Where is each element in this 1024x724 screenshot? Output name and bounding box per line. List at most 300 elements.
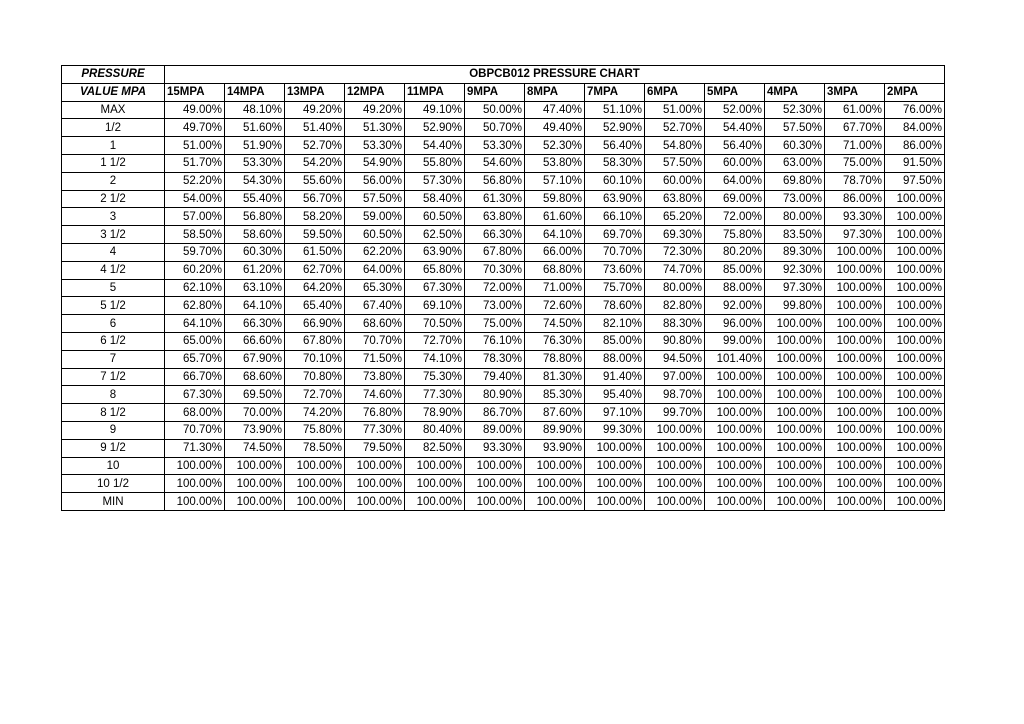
- table-cell: 57.50%: [345, 190, 405, 208]
- table-cell: 74.70%: [645, 261, 705, 279]
- table-cell: 80.20%: [705, 243, 765, 261]
- table-cell: 100.00%: [645, 421, 705, 439]
- table-cell: 69.10%: [405, 297, 465, 315]
- table-row: [62, 332, 945, 350]
- table-row: [62, 350, 945, 368]
- table-cell: 53.30%: [345, 137, 405, 155]
- table-cell: 96.00%: [705, 315, 765, 333]
- table-cell: 78.30%: [465, 350, 525, 368]
- table-cell: 78.60%: [585, 297, 645, 315]
- row-label: 1/2: [62, 119, 165, 137]
- table-cell: 74.50%: [225, 439, 285, 457]
- row-label: 4 1/2: [62, 261, 165, 279]
- table-cell: 65.00%: [165, 332, 225, 350]
- table-cell: 100.00%: [825, 368, 885, 386]
- table-cell: 49.10%: [405, 101, 465, 119]
- row-label: 9: [62, 421, 165, 439]
- table-cell: 71.00%: [825, 137, 885, 155]
- table-cell: 49.00%: [165, 101, 225, 119]
- table-cell: 100.00%: [705, 475, 765, 493]
- table-cell: 73.90%: [225, 421, 285, 439]
- table-cell: 61.30%: [465, 190, 525, 208]
- table-cell: 61.50%: [285, 243, 345, 261]
- table-cell: 52.90%: [585, 119, 645, 137]
- table-cell: 100.00%: [885, 421, 945, 439]
- table-cell: 100.00%: [525, 493, 585, 511]
- table-row: [62, 172, 945, 190]
- table-row: [62, 457, 945, 475]
- table-cell: 73.00%: [765, 190, 825, 208]
- table-cell: 100.00%: [645, 475, 705, 493]
- table-cell: 100.00%: [705, 386, 765, 404]
- table-cell: 93.30%: [825, 208, 885, 226]
- table-cell: 79.40%: [465, 368, 525, 386]
- table-cell: 71.30%: [165, 439, 225, 457]
- table-cell: 82.10%: [585, 315, 645, 333]
- table-cell: 66.60%: [225, 332, 285, 350]
- table-row: [62, 137, 945, 155]
- table-row: [62, 493, 945, 511]
- table-cell: 65.40%: [285, 297, 345, 315]
- table-cell: 100.00%: [885, 386, 945, 404]
- table-cell: 67.40%: [345, 297, 405, 315]
- table-cell: 79.50%: [345, 439, 405, 457]
- table-cell: 100.00%: [885, 457, 945, 475]
- table-cell: 50.00%: [465, 101, 525, 119]
- table-cell: 69.50%: [225, 386, 285, 404]
- row-label: 1: [62, 137, 165, 155]
- table-cell: 100.00%: [765, 386, 825, 404]
- table-cell: 100.00%: [585, 439, 645, 457]
- table-cell: 100.00%: [885, 368, 945, 386]
- table-cell: 100.00%: [825, 404, 885, 422]
- row-label: 5: [62, 279, 165, 297]
- table-cell: 71.50%: [345, 350, 405, 368]
- table-cell: 100.00%: [585, 475, 645, 493]
- table-cell: 52.20%: [165, 172, 225, 190]
- table-cell: 66.00%: [525, 243, 585, 261]
- table-cell: 66.90%: [285, 315, 345, 333]
- table-cell: 100.00%: [765, 404, 825, 422]
- table-row: [62, 279, 945, 297]
- table-cell: 100.00%: [405, 475, 465, 493]
- row-label: 1 1/2: [62, 154, 165, 172]
- table-cell: 100.00%: [465, 493, 525, 511]
- table-cell: 58.60%: [225, 226, 285, 244]
- table-cell: 66.30%: [225, 315, 285, 333]
- column-header-14mpa: 14MPA: [225, 83, 285, 101]
- table-cell: 51.90%: [225, 137, 285, 155]
- table-cell: 80.90%: [465, 386, 525, 404]
- column-header-5mpa: 5MPA: [705, 83, 765, 101]
- table-cell: 52.30%: [765, 101, 825, 119]
- table-cell: 58.20%: [285, 208, 345, 226]
- table-cell: 54.00%: [165, 190, 225, 208]
- table-cell: 100.00%: [885, 439, 945, 457]
- table-cell: 51.70%: [165, 154, 225, 172]
- chart-title: OBPCB012 PRESSURE CHART: [165, 66, 945, 84]
- table-cell: 100.00%: [165, 475, 225, 493]
- table-cell: 100.00%: [705, 368, 765, 386]
- table-cell: 56.70%: [285, 190, 345, 208]
- column-header-2mpa: 2MPA: [885, 83, 945, 101]
- table-cell: 100.00%: [825, 421, 885, 439]
- table-cell: 100.00%: [825, 350, 885, 368]
- table-cell: 100.00%: [765, 457, 825, 475]
- table-cell: 76.10%: [465, 332, 525, 350]
- table-cell: 88.00%: [705, 279, 765, 297]
- table-cell: 60.10%: [585, 172, 645, 190]
- table-cell: 88.00%: [585, 350, 645, 368]
- table-cell: 100.00%: [765, 332, 825, 350]
- table-cell: 64.00%: [705, 172, 765, 190]
- table-cell: 100.00%: [165, 457, 225, 475]
- table-cell: 52.00%: [705, 101, 765, 119]
- table-cell: 52.30%: [525, 137, 585, 155]
- pressure-corner-label: PRESSURE: [62, 66, 165, 84]
- table-cell: 86.00%: [825, 190, 885, 208]
- table-cell: 64.00%: [345, 261, 405, 279]
- table-cell: 54.30%: [225, 172, 285, 190]
- table-cell: 70.30%: [465, 261, 525, 279]
- table-row: [62, 101, 945, 119]
- table-cell: 100.00%: [285, 493, 345, 511]
- table-cell: 100.00%: [705, 493, 765, 511]
- table-cell: 99.80%: [765, 297, 825, 315]
- table-cell: 72.00%: [705, 208, 765, 226]
- table-row: [62, 475, 945, 493]
- table-cell: 82.50%: [405, 439, 465, 457]
- table-cell: 100.00%: [765, 368, 825, 386]
- table-cell: 74.60%: [345, 386, 405, 404]
- table-cell: 74.10%: [405, 350, 465, 368]
- table-cell: 100.00%: [285, 475, 345, 493]
- row-label: 2: [62, 172, 165, 190]
- table-cell: 70.70%: [345, 332, 405, 350]
- table-cell: 57.10%: [525, 172, 585, 190]
- column-header-15mpa: 15MPA: [165, 83, 225, 101]
- table-cell: 63.90%: [405, 243, 465, 261]
- column-header-6mpa: 6MPA: [645, 83, 705, 101]
- table-cell: 100.00%: [345, 457, 405, 475]
- table-cell: 97.00%: [645, 368, 705, 386]
- value-mpa-corner-label: VALUE MPA: [62, 83, 165, 101]
- table-cell: 56.80%: [465, 172, 525, 190]
- table-cell: 71.00%: [525, 279, 585, 297]
- table-cell: 60.00%: [645, 172, 705, 190]
- table-cell: 78.80%: [525, 350, 585, 368]
- table-row: [62, 315, 945, 333]
- table-cell: 59.80%: [525, 190, 585, 208]
- table-cell: 69.70%: [585, 226, 645, 244]
- table-cell: 55.60%: [285, 172, 345, 190]
- table-cell: 49.40%: [525, 119, 585, 137]
- table-cell: 100.00%: [525, 457, 585, 475]
- table-cell: 63.00%: [765, 154, 825, 172]
- table-row: [62, 190, 945, 208]
- table-cell: 80.40%: [405, 421, 465, 439]
- table-cell: 97.50%: [885, 172, 945, 190]
- table-cell: 100.00%: [165, 493, 225, 511]
- table-cell: 54.60%: [465, 154, 525, 172]
- table-cell: 80.00%: [765, 208, 825, 226]
- table-cell: 51.60%: [225, 119, 285, 137]
- table-cell: 77.30%: [405, 386, 465, 404]
- row-label: 6: [62, 315, 165, 333]
- table-cell: 100.00%: [825, 439, 885, 457]
- column-header-12mpa: 12MPA: [345, 83, 405, 101]
- row-label: 10: [62, 457, 165, 475]
- table-cell: 72.30%: [645, 243, 705, 261]
- table-cell: 100.00%: [825, 279, 885, 297]
- table-cell: 100.00%: [645, 493, 705, 511]
- table-cell: 100.00%: [645, 457, 705, 475]
- table-cell: 57.00%: [165, 208, 225, 226]
- table-cell: 78.50%: [285, 439, 345, 457]
- table-cell: 76.00%: [885, 101, 945, 119]
- table-row: [62, 261, 945, 279]
- table-row: [62, 368, 945, 386]
- table-cell: 63.80%: [465, 208, 525, 226]
- table-cell: 97.30%: [825, 226, 885, 244]
- table-cell: 72.70%: [285, 386, 345, 404]
- table-cell: 95.40%: [585, 386, 645, 404]
- column-header-4mpa: 4MPA: [765, 83, 825, 101]
- table-cell: 67.30%: [165, 386, 225, 404]
- table-cell: 97.30%: [765, 279, 825, 297]
- table-cell: 100.00%: [885, 404, 945, 422]
- table-cell: 80.00%: [645, 279, 705, 297]
- table-cell: 97.10%: [585, 404, 645, 422]
- table-cell: 76.30%: [525, 332, 585, 350]
- table-cell: 100.00%: [225, 493, 285, 511]
- table-cell: 54.40%: [705, 119, 765, 137]
- table-cell: 52.90%: [405, 119, 465, 137]
- table-cell: 69.00%: [705, 190, 765, 208]
- table-cell: 64.10%: [225, 297, 285, 315]
- table-cell: 52.70%: [285, 137, 345, 155]
- table-cell: 57.30%: [405, 172, 465, 190]
- table-cell: 100.00%: [585, 457, 645, 475]
- table-cell: 76.80%: [345, 404, 405, 422]
- row-label: 9 1/2: [62, 439, 165, 457]
- table-cell: 100.00%: [885, 261, 945, 279]
- table-cell: 49.70%: [165, 119, 225, 137]
- table-row: [62, 386, 945, 404]
- row-label: 4: [62, 243, 165, 261]
- table-cell: 100.00%: [825, 386, 885, 404]
- table-cell: 60.50%: [345, 226, 405, 244]
- table-cell: 101.40%: [705, 350, 765, 368]
- table-cell: 49.20%: [285, 101, 345, 119]
- table-cell: 100.00%: [405, 457, 465, 475]
- table-cell: 47.40%: [525, 101, 585, 119]
- table-cell: 75.00%: [825, 154, 885, 172]
- table-cell: 70.70%: [585, 243, 645, 261]
- row-label: 2 1/2: [62, 190, 165, 208]
- table-cell: 92.00%: [705, 297, 765, 315]
- table-cell: 60.20%: [165, 261, 225, 279]
- table-cell: 56.40%: [585, 137, 645, 155]
- table-cell: 60.30%: [765, 137, 825, 155]
- table-cell: 59.50%: [285, 226, 345, 244]
- title-row: [62, 66, 945, 84]
- table-cell: 70.00%: [225, 404, 285, 422]
- table-cell: 66.10%: [585, 208, 645, 226]
- table-cell: 70.80%: [285, 368, 345, 386]
- table-cell: 55.40%: [225, 190, 285, 208]
- table-cell: 100.00%: [465, 475, 525, 493]
- table-cell: 100.00%: [885, 315, 945, 333]
- table-cell: 100.00%: [885, 332, 945, 350]
- table-cell: 72.70%: [405, 332, 465, 350]
- table-cell: 68.80%: [525, 261, 585, 279]
- column-header-13mpa: 13MPA: [285, 83, 345, 101]
- table-cell: 91.50%: [885, 154, 945, 172]
- table-cell: 59.70%: [165, 243, 225, 261]
- table-cell: 75.80%: [705, 226, 765, 244]
- table-cell: 75.70%: [585, 279, 645, 297]
- pressure-chart-table: [61, 65, 945, 511]
- table-cell: 61.20%: [225, 261, 285, 279]
- row-label: 5 1/2: [62, 297, 165, 315]
- table-cell: 86.70%: [465, 404, 525, 422]
- table-cell: 93.30%: [465, 439, 525, 457]
- table-cell: 100.00%: [225, 475, 285, 493]
- table-cell: 62.70%: [285, 261, 345, 279]
- table-cell: 89.90%: [525, 421, 585, 439]
- column-header-row: [62, 83, 945, 101]
- table-row: [62, 119, 945, 137]
- table-cell: 86.00%: [885, 137, 945, 155]
- table-cell: 100.00%: [765, 421, 825, 439]
- table-cell: 91.40%: [585, 368, 645, 386]
- table-cell: 51.40%: [285, 119, 345, 137]
- row-label: 8: [62, 386, 165, 404]
- row-label: 7 1/2: [62, 368, 165, 386]
- table-cell: 57.50%: [645, 154, 705, 172]
- table-row: [62, 439, 945, 457]
- table-row: [62, 208, 945, 226]
- table-cell: 65.30%: [345, 279, 405, 297]
- table-cell: 59.00%: [345, 208, 405, 226]
- table-cell: 100.00%: [885, 208, 945, 226]
- table-cell: 68.60%: [345, 315, 405, 333]
- table-cell: 100.00%: [885, 279, 945, 297]
- table-cell: 100.00%: [225, 457, 285, 475]
- table-cell: 60.00%: [705, 154, 765, 172]
- table-cell: 100.00%: [765, 439, 825, 457]
- table-cell: 100.00%: [885, 350, 945, 368]
- table-cell: 100.00%: [825, 457, 885, 475]
- table-cell: 100.00%: [345, 475, 405, 493]
- table-cell: 74.20%: [285, 404, 345, 422]
- table-cell: 67.80%: [285, 332, 345, 350]
- table-cell: 81.30%: [525, 368, 585, 386]
- table-cell: 72.60%: [525, 297, 585, 315]
- table-cell: 63.10%: [225, 279, 285, 297]
- table-cell: 100.00%: [825, 297, 885, 315]
- table-cell: 84.00%: [885, 119, 945, 137]
- table-cell: 63.90%: [585, 190, 645, 208]
- table-cell: 93.90%: [525, 439, 585, 457]
- table-cell: 64.10%: [165, 315, 225, 333]
- table-cell: 48.10%: [225, 101, 285, 119]
- table-row: [62, 421, 945, 439]
- table-cell: 54.20%: [285, 154, 345, 172]
- row-label: 10 1/2: [62, 475, 165, 493]
- table-cell: 51.10%: [585, 101, 645, 119]
- table-cell: 100.00%: [825, 493, 885, 511]
- table-cell: 100.00%: [765, 493, 825, 511]
- table-cell: 56.80%: [225, 208, 285, 226]
- table-body: [62, 101, 945, 510]
- table-cell: 70.70%: [165, 421, 225, 439]
- table-cell: 66.70%: [165, 368, 225, 386]
- row-label: 3: [62, 208, 165, 226]
- table-cell: 67.90%: [225, 350, 285, 368]
- table-cell: 75.00%: [465, 315, 525, 333]
- row-label: 8 1/2: [62, 404, 165, 422]
- table-cell: 56.40%: [705, 137, 765, 155]
- table-cell: 88.30%: [645, 315, 705, 333]
- table-cell: 100.00%: [585, 493, 645, 511]
- table-cell: 100.00%: [825, 243, 885, 261]
- table-cell: 62.20%: [345, 243, 405, 261]
- table-cell: 53.30%: [465, 137, 525, 155]
- table-cell: 94.50%: [645, 350, 705, 368]
- table-cell: 69.30%: [645, 226, 705, 244]
- table-cell: 64.20%: [285, 279, 345, 297]
- table-cell: 64.10%: [525, 226, 585, 244]
- table-cell: 67.30%: [405, 279, 465, 297]
- table-cell: 73.00%: [465, 297, 525, 315]
- table-cell: 99.30%: [585, 421, 645, 439]
- table-cell: 99.70%: [645, 404, 705, 422]
- table-cell: 65.80%: [405, 261, 465, 279]
- table-cell: 89.30%: [765, 243, 825, 261]
- table-cell: 54.90%: [345, 154, 405, 172]
- table-row: [62, 243, 945, 261]
- table-cell: 54.40%: [405, 137, 465, 155]
- table-cell: 100.00%: [825, 475, 885, 493]
- table-cell: 55.80%: [405, 154, 465, 172]
- table-cell: 57.50%: [765, 119, 825, 137]
- table-cell: 100.00%: [465, 457, 525, 475]
- table-cell: 54.80%: [645, 137, 705, 155]
- table-cell: 100.00%: [825, 315, 885, 333]
- table-cell: 78.70%: [825, 172, 885, 190]
- table-cell: 51.00%: [645, 101, 705, 119]
- table-cell: 72.00%: [465, 279, 525, 297]
- table-cell: 83.50%: [765, 226, 825, 244]
- table-cell: 58.50%: [165, 226, 225, 244]
- table-cell: 53.30%: [225, 154, 285, 172]
- table-cell: 100.00%: [765, 350, 825, 368]
- row-label: 6 1/2: [62, 332, 165, 350]
- table-cell: 52.70%: [645, 119, 705, 137]
- table-cell: 100.00%: [345, 493, 405, 511]
- table-row: [62, 404, 945, 422]
- table-cell: 85.00%: [705, 261, 765, 279]
- table-cell: 62.10%: [165, 279, 225, 297]
- table-cell: 75.80%: [285, 421, 345, 439]
- table-cell: 65.70%: [165, 350, 225, 368]
- table-cell: 62.50%: [405, 226, 465, 244]
- table-cell: 100.00%: [885, 493, 945, 511]
- table-cell: 49.20%: [345, 101, 405, 119]
- row-label: 3 1/2: [62, 226, 165, 244]
